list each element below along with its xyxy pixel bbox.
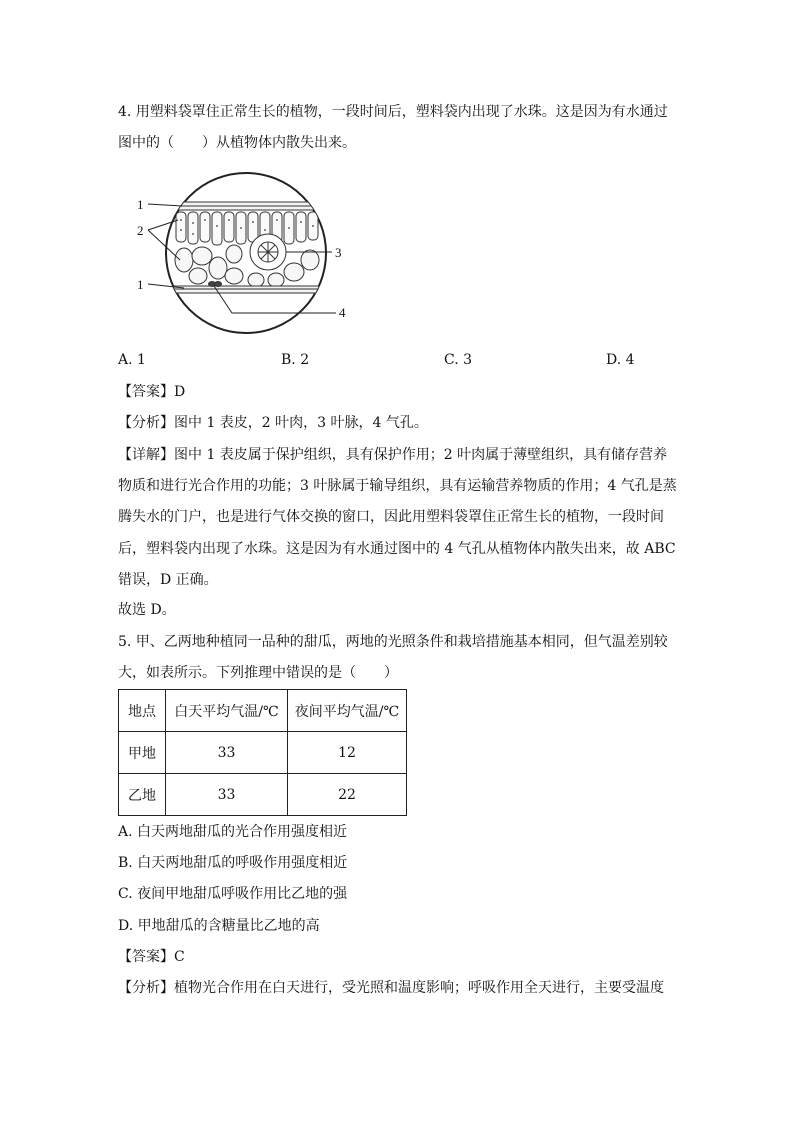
figure-label-1-bottom: 1: [137, 277, 144, 292]
temperature-table: [118, 689, 407, 816]
q4-option-b: B. 2: [281, 352, 310, 368]
figure-label-2: 2: [137, 223, 144, 238]
q4-option-d: D. 4: [606, 352, 635, 368]
figure-label-3: 3: [335, 245, 342, 260]
q5-analysis: 【分析】植物光合作用在白天进行，受光照和温度影响；呼吸作用全天进行，主要受温度: [118, 980, 664, 996]
q4-stem-line2: 图中的（ ）从植物体内散失出来。: [118, 135, 356, 151]
q5-answer: 【答案】C: [118, 949, 185, 965]
table-header-cell: 夜间平均气温/℃: [288, 690, 407, 732]
table-cell: 乙地: [119, 774, 166, 816]
q5-option-a: A. 白天两地甜瓜的光合作用强度相近: [118, 824, 348, 840]
table-row: [119, 774, 407, 816]
table-cell: 33: [166, 774, 288, 816]
q4-option-a: A. 1: [118, 352, 146, 368]
q5-option-c: C. 夜间甲地甜瓜呼吸作用比乙地的强: [118, 886, 348, 902]
table-row: [119, 732, 407, 774]
table-cell: 甲地: [119, 732, 166, 774]
q4-option-c: C. 3: [444, 352, 473, 368]
q4-analysis: 【分析】图中 1 表皮，2 叶肉，3 叶脉，4 气孔。: [118, 415, 428, 431]
figure-label-4: 4: [339, 305, 346, 320]
q4-stem-line1: 4. 用塑料袋罩住正常生长的植物，一段时间后，塑料袋内出现了水珠。这是因为有水通过: [118, 104, 668, 120]
q4-detail: 【详解】图中 1 表皮属于保护组织，具有保护作用；2 叶肉属于薄壁组织，具有储存营养物质和进行光合作用的功能；3 叶脉属于输导组织，具有运输营养物质的作用；4 气孔是蒸腾失水的门户，也是进行气体交换的窗口，因此用塑料袋罩住正常生长的植物，一段时间后，塑料袋内出现了水珠。这是因为有水通过图中的 4 气孔从植物体内散失出来，故 ABC 错误，D 正确。: [118, 447, 677, 588]
table-cell: 22: [288, 774, 407, 816]
leaf-cross-section-diagram: [134, 168, 354, 338]
table-header-row: [119, 690, 407, 732]
q5-option-b: B. 白天两地甜瓜的呼吸作用强度相近: [118, 855, 348, 871]
table-header-cell: 地点: [119, 690, 166, 732]
table-cell: 33: [166, 732, 288, 774]
q4-conclusion: 故选 D。: [118, 602, 176, 618]
table-cell: 12: [288, 732, 407, 774]
q5-option-d: D. 甲地甜瓜的含糖量比乙地的高: [118, 918, 320, 934]
q5-stem: 5. 甲、乙两地种植同一品种的甜瓜，两地的光照条件和栽培措施基本相同，但气温差别较大，如表所示。下列推理中错误的是（ ）: [118, 634, 668, 682]
table-header-cell: 白天平均气温/℃: [166, 690, 288, 732]
figure-label-1-top: 1: [137, 197, 144, 212]
q4-answer: 【答案】D: [118, 384, 186, 400]
